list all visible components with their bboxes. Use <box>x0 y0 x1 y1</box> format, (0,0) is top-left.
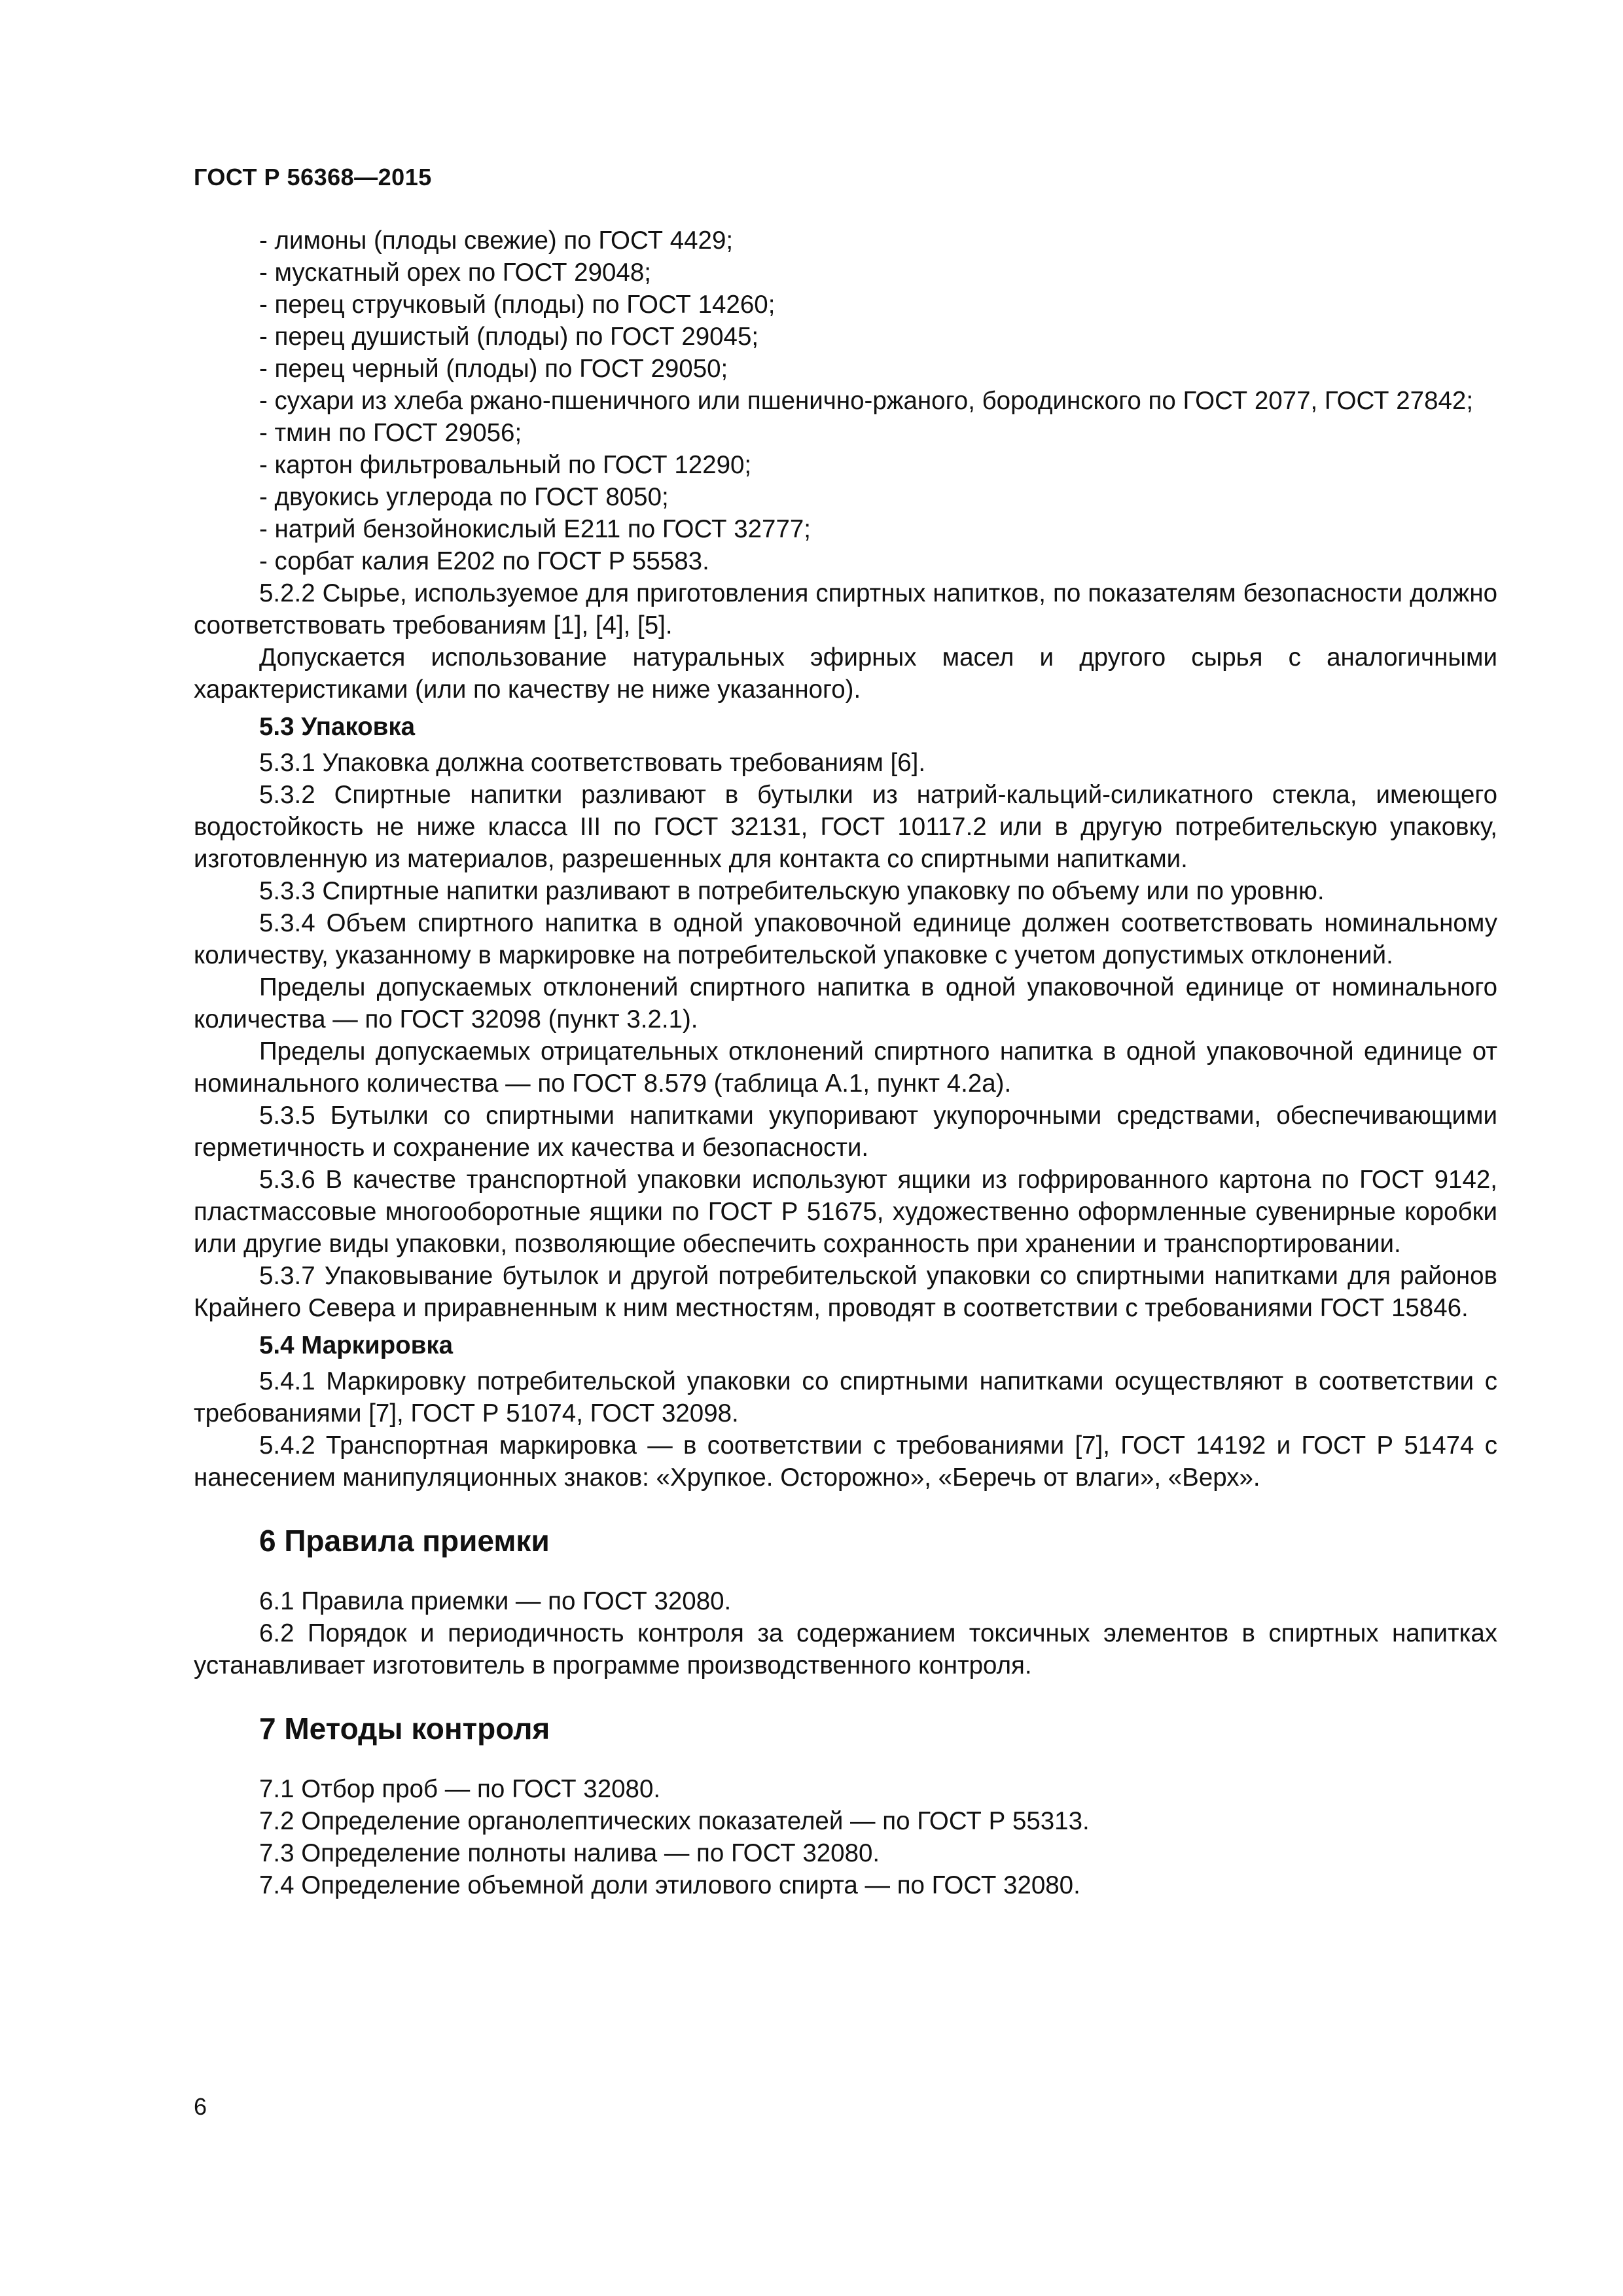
document-body <box>194 224 1497 1901</box>
paragraph-5-3-6: 5.3.6 В качестве транспортной упаковки используют ящики из гофрированного картона по ГОСТ 9142, пластмассовые многооборотные ящики по ГОСТ Р 51675, художественно оформленные сувенирные коробки или другие виды упаковки, позволяющие обеспечить сохранность при хранении и транспортировании. <box>194 1166 1497 1258</box>
paragraph-5-3-4: 5.3.4 Объем спиртного напитка в одной упаковочной единице должен соответствовать номинальному количеству, указанному в маркировке на потребительской упаковке с учетом допустимых отклонений. <box>194 909 1497 969</box>
paragraph-5-3-2: 5.3.2 Спиртные напитки разливают в бутылки из натрий-кальций-силикатного стекла, имеющего водостойкость не ниже класса III по ГОСТ 32131, ГОСТ 10117.2 или в другую потребительскую упаковку, изготовленную из материалов, разрешенных для контакта со спиртными напитками. <box>194 781 1497 873</box>
list-item: - двуокись углерода по ГОСТ 8050; <box>259 483 669 511</box>
section-heading-6: 6 Правила приемки <box>259 1524 550 1558</box>
page-number: 6 <box>194 2093 207 2120</box>
paragraph-7-1: 7.1 Отбор проб — по ГОСТ 32080. <box>259 1775 661 1803</box>
list-item: - мускатный орех по ГОСТ 29048; <box>259 259 651 287</box>
paragraph-5-2-2: 5.2.2 Сырье, используемое для приготовления спиртных напитков, по показателям безопасности должно соответствовать требованиям [1], [4], [5]. <box>194 579 1497 639</box>
list-item: - перец черный (плоды) по ГОСТ 29050; <box>259 355 728 383</box>
paragraph-5-2-2-note: Допускается использование натуральных эфирных масел и другого сырья с аналогичными характеристиками (или по качеству не ниже указанного). <box>194 643 1497 704</box>
list-item: - перец душистый (плоды) по ГОСТ 29045; <box>259 323 759 351</box>
list-item: - перец стручковый (плоды) по ГОСТ 14260; <box>259 291 776 319</box>
list-item: - сухари из хлеба ржано-пшеничного или пшенично-ржаного, бородинского по ГОСТ 2077, ГОСТ 27842; <box>259 387 1474 415</box>
paragraph-7-4: 7.4 Определение объемной доли этилового спирта — по ГОСТ 32080. <box>259 1871 1080 1899</box>
paragraph-5-4-1: 5.4.1 Маркировку потребительской упаковки со спиртными напитками осуществляют в соответствии с требованиями [7], ГОСТ Р 51074, ГОСТ 32098. <box>194 1367 1497 1427</box>
paragraph-6-1: 6.1 Правила приемки — по ГОСТ 32080. <box>259 1587 732 1615</box>
list-item: - сорбат калия Е202 по ГОСТ Р 55583. <box>259 547 709 575</box>
list-item: - натрий бензойнокислый Е211 по ГОСТ 32777; <box>259 515 811 543</box>
section-heading-7: 7 Методы контроля <box>259 1712 550 1746</box>
paragraph-5-4-2: 5.4.2 Транспортная маркировка — в соответствии с требованиями [7], ГОСТ 14192 и ГОСТ Р 51474 с нанесением манипуляционных знаков: «Хрупкое. Осторожно», «Беречь от влаги», «Верх». <box>194 1431 1497 1492</box>
document-header: ГОСТ Р 56368—2015 <box>194 164 432 190</box>
paragraph-5-3-3: 5.3.3 Спиртные напитки разливают в потребительскую упаковку по объему или по уровню. <box>259 877 1325 905</box>
paragraph-6-2: 6.2 Порядок и периодичность контроля за содержанием токсичных элементов в спиртных напитках устанавливает изготовитель в программе производственного контроля. <box>194 1619 1497 1679</box>
paragraph-7-3: 7.3 Определение полноты налива — по ГОСТ 32080. <box>259 1839 880 1867</box>
paragraph-7-2: 7.2 Определение органолептических показателей — по ГОСТ Р 55313. <box>259 1807 1090 1835</box>
list-item: - картон фильтровальный по ГОСТ 12290; <box>259 451 752 479</box>
paragraph-5-3-1: 5.3.1 Упаковка должна соответствовать требованиям [6]. <box>259 749 926 777</box>
subsection-heading-5-4: 5.4 Маркировка <box>259 1331 454 1359</box>
list-item: - лимоны (плоды свежие) по ГОСТ 4429; <box>259 226 734 255</box>
list-item: - тмин по ГОСТ 29056; <box>259 419 522 447</box>
paragraph-5-3-5: 5.3.5 Бутылки со спиртными напитками укупоривают укупорочными средствами, обеспечивающими герметичность и сохранение их качества и безопасности. <box>194 1102 1497 1162</box>
paragraph-5-3-4-negative-limits: Пределы допускаемых отрицательных отклонений спиртного напитка в одной упаковочной единице от номинального количества — по ГОСТ 8.579 (таблица А.1, пункт 4.2а). <box>194 1037 1497 1098</box>
paragraph-5-3-4-limits: Пределы допускаемых отклонений спиртного напитка в одной упаковочной единице от номинального количества — по ГОСТ 32098 (пункт 3.2.1). <box>194 973 1497 1033</box>
subsection-heading-5-3: 5.3 Упаковка <box>259 713 415 741</box>
paragraph-5-3-7: 5.3.7 Упаковывание бутылок и другой потребительской упаковки со спиртными напитками для районов Крайнего Севера и приравненным к ним местностям, проводят в соответствии с требованиями ГОСТ 15846. <box>194 1262 1497 1322</box>
